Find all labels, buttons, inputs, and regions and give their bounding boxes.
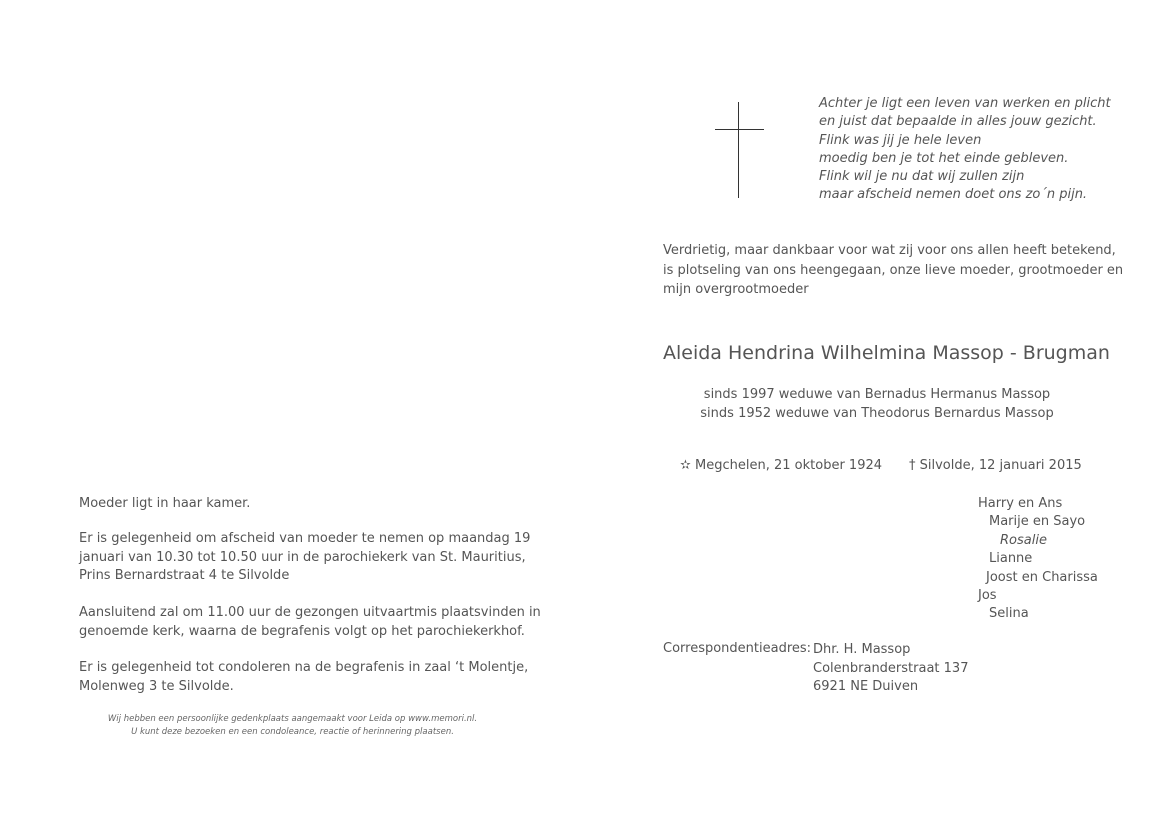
- widow-line: sinds 1997 weduwe van Bernadus Hermanus Massop: [703, 387, 1051, 402]
- paragraph-line: Molenweg 3 te Silvolde.: [79, 678, 234, 694]
- memori-line: U kunt deze bezoeken en een condoleance, reactie of herinnering plaatsen.: [131, 727, 454, 737]
- announcement-text: [663, 241, 1123, 300]
- poem-line: en juist dat bepaalde in alles jouw gezicht.: [819, 114, 1097, 130]
- family-member: Selina: [989, 606, 1029, 622]
- paragraph-line: Er is gelegenheid tot condoleren na de begrafenis in zaal ‘t Molentje,: [79, 660, 529, 675]
- address-line: 6921 NE Duiven: [813, 679, 919, 694]
- paragraph-line: Prins Bernardstraat 4 te Silvolde: [79, 568, 290, 583]
- poem-line: Achter je ligt een leven van werken en plicht: [819, 96, 1111, 111]
- poem-line: Flink wil je nu dat wij zullen zijn: [819, 169, 1025, 185]
- paragraph-funeral-mass: [79, 604, 541, 641]
- announcement-line: is plotseling van ons heengegaan, onze lieve moeder, grootmoeder en: [663, 262, 1124, 278]
- deceased-name: Aleida Hendrina Wilhelmina Massop - Brugman: [663, 342, 1110, 364]
- memori-note: [79, 713, 506, 739]
- poem: [819, 95, 1111, 205]
- family-list: [978, 495, 1098, 624]
- family-member: Jos: [978, 588, 997, 604]
- announcement-line: mijn overgrootmoeder: [663, 282, 809, 297]
- paragraph-line: genoemde kerk, waarna de begrafenis volgt op het parochiekerkhof.: [79, 623, 525, 639]
- correspondence-address: [813, 641, 968, 697]
- paragraph-line: januari van 10.30 tot 10.50 uur in de parochiekerk van St. Mauritius,: [79, 549, 526, 565]
- cross-vertical-bar: [738, 102, 739, 198]
- cross-horizontal-bar: [715, 129, 764, 130]
- address-line: Dhr. H. Massop: [813, 642, 911, 657]
- paragraph-line: Moeder ligt in haar kamer.: [79, 496, 251, 511]
- paragraph-line: Er is gelegenheid om afscheid van moeder te nemen op maandag 19: [79, 531, 531, 546]
- family-member: Lianne: [989, 551, 1033, 567]
- family-member: Rosalie: [1000, 532, 1047, 548]
- widow-info: [663, 386, 1091, 423]
- widow-line: sinds 1952 weduwe van Theodorus Bernardus Massop: [700, 405, 1054, 421]
- paragraph-room: [79, 495, 250, 514]
- birth-info: ✫ Megchelen, 21 oktober 1924: [680, 458, 883, 473]
- announcement-line: Verdrietig, maar dankbaar voor wat zij voor ons allen heeft betekend,: [663, 243, 1116, 258]
- paragraph-line: Aansluitend zal om 11.00 uur de gezongen uitvaartmis plaatsvinden in: [79, 605, 541, 620]
- family-member: Joost en Charissa: [986, 569, 1098, 585]
- death-info: † Silvolde, 12 januari 2015: [909, 458, 1082, 473]
- family-member: Marije en Sayo: [989, 514, 1086, 530]
- paragraph-condolences: [79, 659, 528, 696]
- paragraph-farewell: [79, 530, 530, 586]
- correspondence-label: Correspondentieadres:: [663, 641, 812, 656]
- memori-line: Wij hebben een persoonlijke gedenkplaats aangemaakt voor Leida op www.memori.nl.: [107, 714, 478, 724]
- poem-line: maar afscheid nemen doet ons zo´n pijn.: [819, 187, 1088, 203]
- family-member: Harry en Ans: [978, 496, 1063, 511]
- address-line: Colenbranderstraat 137: [813, 660, 969, 676]
- poem-line: Flink was jij je hele leven: [819, 132, 982, 148]
- poem-line: moedig ben je tot het einde gebleven.: [819, 150, 1069, 166]
